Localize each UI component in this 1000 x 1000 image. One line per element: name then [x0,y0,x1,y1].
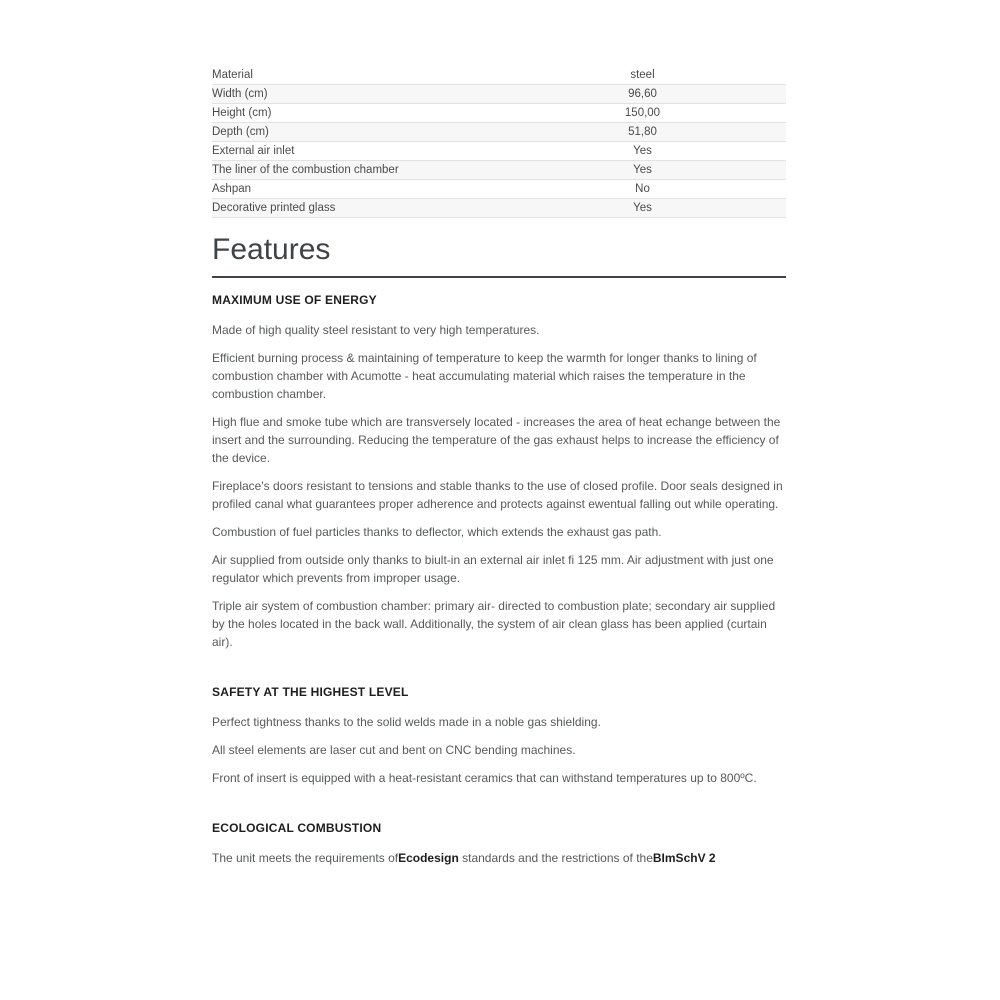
paragraph: High flue and smoke tube which are transversely located - increases the area of heat echange between the insert and the surrounding. Reducing the temperature of the gas exhaust helps to increase the efficiency of the device. [212,415,781,465]
spec-label: Decorative printed glass [212,202,336,214]
bold-term-bimschv: BImSchV 2 [652,851,716,865]
paragraph: Front of insert is equipped with a heat-resistant ceramics that can withstand temperatures up to 800ºC. [212,771,757,785]
page-content [212,0,786,867]
spec-value: 150,00 [624,107,661,119]
spec-label: External air inlet [212,145,295,157]
page-title: Features [212,233,331,266]
spec-label: Height (cm) [212,107,272,119]
spec-label: Ashpan [212,183,252,195]
spec-table [212,66,786,218]
table-row [212,199,786,218]
spec-value: 96,60 [628,88,657,100]
table-row [212,123,786,142]
spec-label: Depth (cm) [212,126,269,138]
paragraph: Made of high quality steel resistant to very high temperatures. [212,323,540,337]
paragraph: Efficient burning process & maintaining of temperature to keep the warmth for longer thanks to lining of combustion chamber with Acumotte - heat accumulating material which raises the temperature in the combustion chamber. [212,351,757,401]
paragraph: All steel elements are laser cut and bent on CNC bending machines. [212,743,576,757]
spec-value: Yes [633,145,652,157]
paragraph: Fireplace's doors resistant to tensions and stable thanks to the use of closed profile. Door seals designed in profiled canal what guarantees proper adherence and protects against ewentual falling out while operating. [212,479,783,511]
paragraph: Air supplied from outside only thanks to biult-in an external air inlet fi 125 mm. Air adjustment with just one regulator which prevents from improper usage. [212,553,774,585]
spec-value: Yes [633,202,652,214]
spec-value: Yes [633,164,652,176]
bold-term-ecodesign: Ecodesign [398,851,459,865]
spec-label: The liner of the combustion chamber [212,164,399,176]
paragraph: Combustion of fuel particles thanks to deflector, which extends the exhaust gas path. [212,525,662,539]
table-row [212,104,786,123]
paragraph-text: The unit meets the requirements of [212,851,399,865]
paragraph: Perfect tightness thanks to the solid welds made in a noble gas shielding. [212,715,601,729]
paragraph: Triple air system of combustion chamber: primary air- directed to combustion plate; secondary air supplied by the holes located in the back wall. Additionally, the system of air clean glass has been applied (curtain air). [212,599,776,649]
spec-label: Width (cm) [212,88,268,100]
paragraph [212,849,786,867]
table-row [212,142,786,161]
paragraph-text: standards and the restrictions of the [458,851,653,865]
spec-value: steel [630,69,655,81]
table-row [212,66,786,85]
spec-value: 51,80 [628,126,657,138]
section-heading-maximum-use-of-energy: MAXIMUM USE OF ENERGY [212,293,377,307]
spec-label: Material [212,69,253,81]
title-divider [212,276,786,278]
section-heading-ecological-combustion: ECOLOGICAL COMBUSTION [212,821,382,835]
spec-value: No [635,183,650,195]
table-row [212,85,786,104]
section-heading-safety: SAFETY AT THE HIGHEST LEVEL [212,685,409,699]
table-row [212,180,786,199]
table-row [212,161,786,180]
